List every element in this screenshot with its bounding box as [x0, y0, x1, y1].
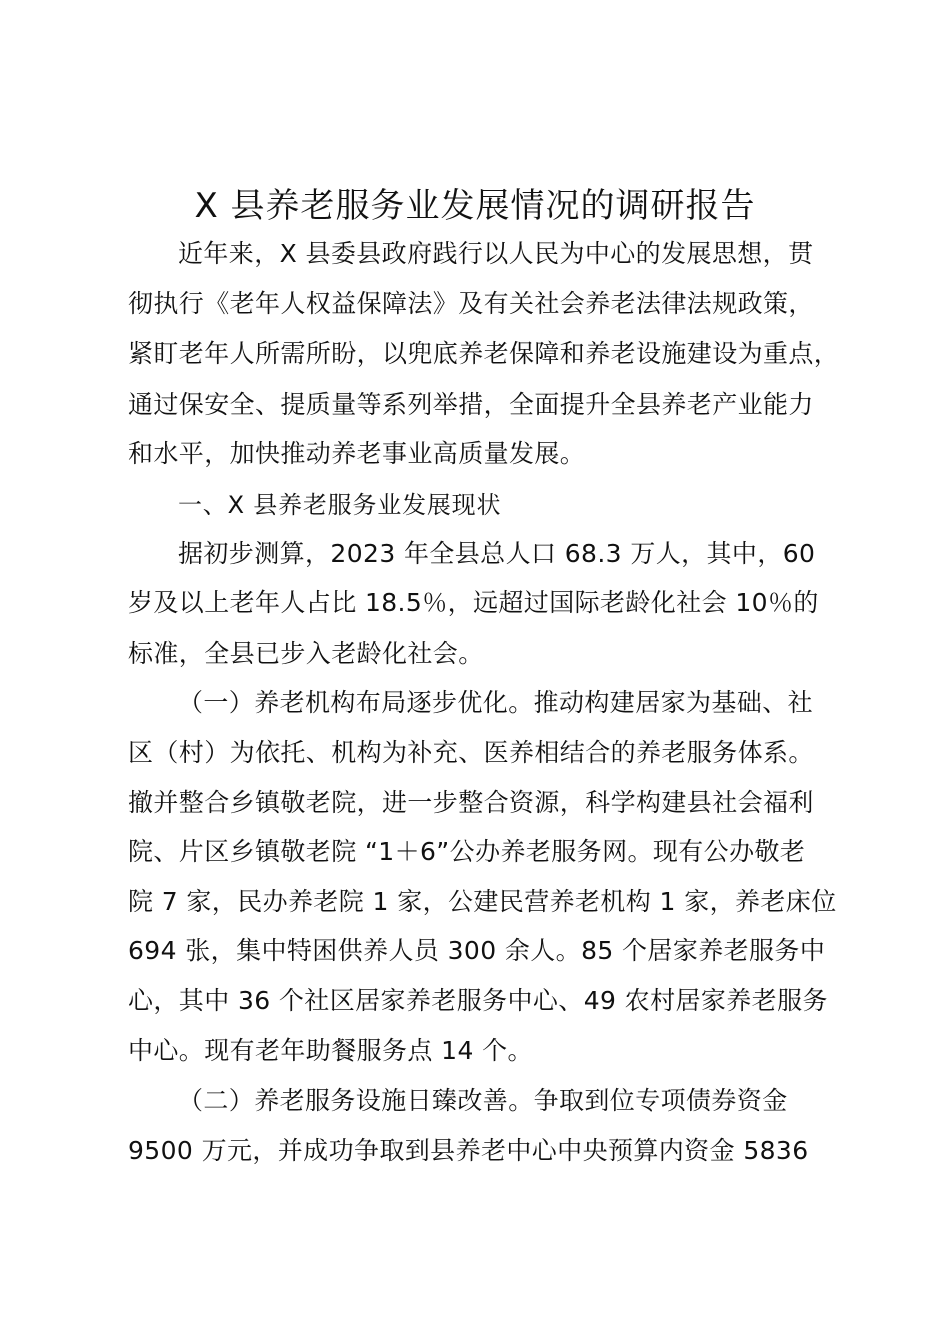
paragraph-institutions-line-1: （一）养老机构布局逐步优化。推动构建居家为基础、社 — [178, 688, 814, 717]
paragraph-institutions-line-8: 中心。现有老年助餐服务点 14 个。 — [128, 1036, 533, 1065]
paragraph-institutions-line-4: 院、片区乡镇敬老院 “1＋6”公办养老服务网。现有公办敬老 — [128, 837, 806, 866]
paragraph-institutions-line-6: 694 张，集中特困供养人员 300 余人。85 个居家养老服务中 — [128, 936, 826, 965]
paragraph-status-line-3: 标准，全县已步入老龄化社会。 — [128, 639, 484, 668]
paragraph-facilities-line-1: （二）养老服务设施日臻改善。争取到位专项债券资金 — [178, 1086, 788, 1115]
paragraph-facilities-line-2: 9500 万元，并成功争取到县养老中心中央预算内资金 5836 — [128, 1136, 809, 1165]
paragraph-institutions-line-3: 撤并整合乡镇敬老院，进一步整合资源，科学构建县社会福利 — [128, 788, 814, 817]
paragraph-status-line-2: 岁及以上老年人占比 18.5％，远超过国际老龄化社会 10％的 — [128, 588, 819, 617]
paragraph-intro-line-5: 和水平，加快推动养老事业高质量发展。 — [128, 439, 586, 468]
paragraph-status-line-1: 据初步测算，2023 年全县总人口 68.3 万人，其中，60 — [178, 539, 816, 568]
paragraph-institutions-line-2: 区（村）为依托、机构为补充、医养相结合的养老服务体系。 — [128, 738, 814, 767]
paragraph-intro-line-3: 紧盯老年人所需所盼，以兜底养老保障和养老设施建设为重点， — [128, 339, 840, 368]
paragraph-intro-line-1: 近年来，X 县委县政府践行以人民为中心的发展思想，贯 — [178, 239, 814, 268]
paragraph-intro-line-2: 彻执行《老年人权益保障法》及有关社会养老法律法规政策， — [128, 289, 814, 318]
paragraph-institutions-line-7: 心，其中 36 个社区居家养老服务中心、49 农村居家养老服务 — [128, 986, 828, 1015]
section-heading-1: 一、X 县养老服务业发展现状 — [178, 491, 502, 519]
document-title: X 县养老服务业发展情况的调研报告 — [194, 186, 756, 226]
paragraph-intro-line-4: 通过保安全、提质量等系列举措，全面提升全县养老产业能力 — [128, 390, 814, 419]
paragraph-institutions-line-5: 院 7 家，民办养老院 1 家，公建民营养老机构 1 家，养老床位 — [128, 887, 837, 916]
